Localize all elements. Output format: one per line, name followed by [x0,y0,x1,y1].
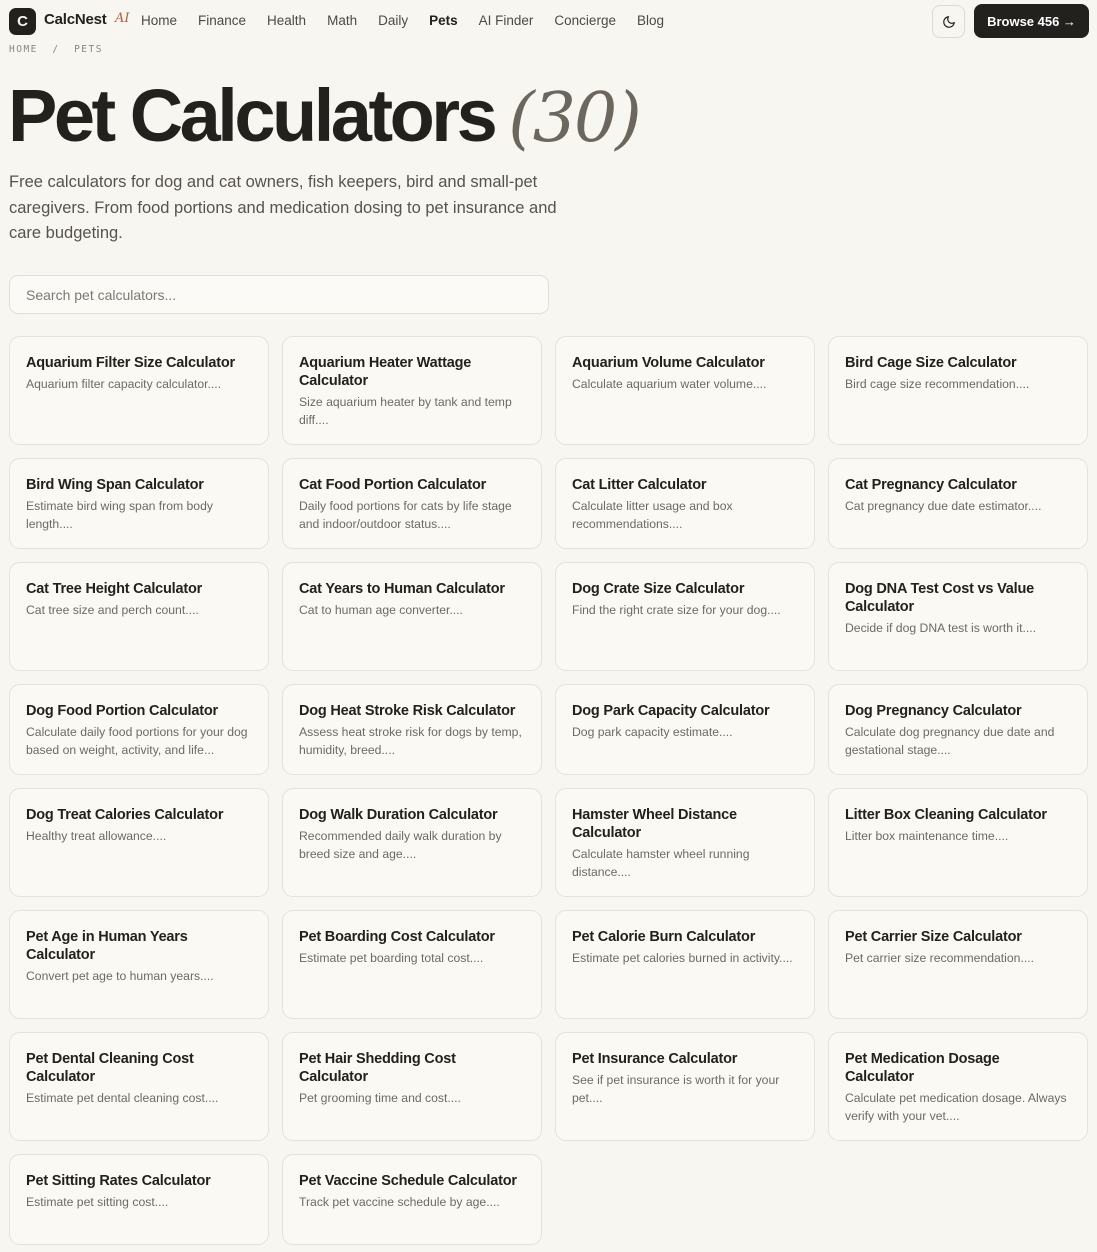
card-title: Cat Pregnancy Calculator [845,477,1017,493]
page-description: Free calculators for dog and cat owners, fish keepers, bird and small-pet caregivers. From food portions and medication dosing to pet insurance and care budgeting. [9,173,557,242]
breadcrumb-separator: / [52,44,60,55]
card-title: Dog Pregnancy Calculator [845,703,1022,719]
page-title [8,76,640,159]
card-title: Hamster Wheel Distance Calculator [572,807,737,841]
card-description: Estimate pet boarding total cost.... [299,951,484,965]
card-description: Cat tree size and perch count.... [26,603,199,617]
browse-all-button[interactable]: Browse 456 → [974,4,1089,38]
nav-link-finance[interactable]: Finance [198,13,247,28]
calculator-card[interactable] [282,336,542,445]
calculator-card[interactable] [9,684,269,775]
card-title: Dog DNA Test Cost vs Value Calculator [845,581,1034,615]
calculator-card[interactable] [282,910,542,1019]
calculator-card[interactable] [828,458,1088,549]
calculator-card[interactable] [555,562,815,671]
card-description: Healthy treat allowance.... [26,829,167,843]
nav-link-pets[interactable]: Pets [429,13,458,28]
top-nav [0,0,1097,42]
nav-link-daily[interactable]: Daily [378,13,409,28]
breadcrumb-current: PETS [74,44,103,55]
moon-icon [942,15,956,29]
card-title: Pet Dental Cleaning Cost Calculator [26,1051,194,1085]
card-description: Decide if dog DNA test is worth it.... [845,621,1037,635]
card-title: Pet Carrier Size Calculator [845,929,1022,945]
card-title: Aquarium Heater Wattage Calculator [299,355,472,389]
calculator-card[interactable] [828,1032,1088,1141]
card-description: Aquarium filter capacity calculator.... [26,377,222,391]
card-title: Litter Box Cleaning Calculator [845,807,1047,823]
nav-link-health[interactable]: Health [267,13,307,28]
card-title: Dog Treat Calories Calculator [26,807,224,823]
card-title: Cat Years to Human Calculator [299,581,505,597]
card-title: Pet Calorie Burn Calculator [572,929,756,945]
card-description: Pet grooming time and cost.... [299,1091,461,1105]
card-title: Pet Medication Dosage Calculator [845,1051,1000,1085]
calculator-card[interactable] [9,458,269,549]
calculator-card[interactable] [9,336,269,445]
logo-letter: C [17,13,28,30]
card-title: Cat Tree Height Calculator [26,581,203,597]
calculator-card[interactable] [282,684,542,775]
card-description: Size aquarium heater by tank and temp diff.... [299,395,512,427]
calculator-card[interactable] [555,910,815,1019]
card-description: Daily food portions for cats by life stage and indoor/outdoor status.... [299,499,512,531]
card-title: Pet Age in Human Years Calculator [26,929,188,963]
card-title: Pet Vaccine Schedule Calculator [299,1173,517,1189]
calculator-card[interactable] [9,910,269,1019]
calculator-card[interactable] [282,1032,542,1141]
card-title: Dog Food Portion Calculator [26,703,218,719]
card-description: Litter box maintenance time.... [845,829,1009,843]
card-description: See if pet insurance is worth it for your pet.... [572,1073,780,1105]
card-title: Bird Wing Span Calculator [26,477,204,493]
card-description: Calculate daily food portions for your dog based on weight, activity, and life... [26,725,248,757]
theme-toggle-button[interactable] [932,5,965,38]
card-description: Calculate hamster wheel running distance.... [572,847,750,879]
nav-link-ai-finder[interactable]: AI Finder [478,13,534,28]
card-title: Dog Walk Duration Calculator [299,807,498,823]
brand-ai-badge: AI [115,11,130,26]
calculator-card[interactable] [828,788,1088,897]
breadcrumb [9,44,103,55]
card-description: Calculate litter usage and box recommendations.... [572,499,733,531]
card-title: Aquarium Volume Calculator [572,355,765,371]
card-description: Estimate pet calories burned in activity.... [572,951,793,965]
card-description: Bird cage size recommendation.... [845,377,1030,391]
card-description: Estimate bird wing span from body length.... [26,499,213,531]
search-input[interactable] [9,275,549,314]
nav-link-math[interactable]: Math [327,13,358,28]
calculator-card[interactable] [555,336,815,445]
card-description: Cat pregnancy due date estimator.... [845,499,1042,513]
card-title: Pet Boarding Cost Calculator [299,929,495,945]
card-title: Dog Heat Stroke Risk Calculator [299,703,516,719]
calculator-card[interactable] [282,458,542,549]
calculator-card[interactable] [828,684,1088,775]
card-title: Cat Food Portion Calculator [299,477,487,493]
card-description: Estimate pet sitting cost.... [26,1195,169,1209]
card-title: Dog Crate Size Calculator [572,581,745,597]
card-title: Aquarium Filter Size Calculator [26,355,235,371]
card-description: Pet carrier size recommendation.... [845,951,1034,965]
calculator-card[interactable] [9,788,269,897]
card-description: Calculate pet medication dosage. Always verify with your vet.... [845,1091,1067,1123]
card-title: Dog Park Capacity Calculator [572,703,770,719]
card-description: Find the right crate size for your dog.... [572,603,781,617]
calculator-card[interactable] [828,562,1088,671]
page-title-text: Pet Calculators [8,74,495,157]
calculator-card[interactable] [9,1154,269,1245]
calculator-card[interactable] [828,910,1088,1019]
card-title: Cat Litter Calculator [572,477,707,493]
calculator-card[interactable] [9,1032,269,1141]
nav-link-blog[interactable]: Blog [636,13,664,28]
card-description: Calculate aquarium water volume.... [572,377,767,391]
breadcrumb-home[interactable]: HOME [9,44,38,55]
calculator-card[interactable] [282,1154,542,1245]
calculator-card[interactable] [555,788,815,897]
nav-link-concierge[interactable]: Concierge [554,13,616,28]
card-description: Dog park capacity estimate.... [572,725,733,739]
calculator-card[interactable] [555,684,815,775]
card-description: Calculate dog pregnancy due date and gestational stage.... [845,725,1055,757]
card-title: Pet Insurance Calculator [572,1051,738,1067]
card-title: Bird Cage Size Calculator [845,355,1017,371]
calculator-card[interactable] [282,788,542,897]
calculator-card[interactable] [9,562,269,671]
calculator-grid [9,336,1089,1245]
logo-icon[interactable] [9,8,36,35]
brand-name[interactable]: CalcNest [44,11,107,28]
calculator-card[interactable] [828,336,1088,445]
card-title: Pet Hair Shedding Cost Calculator [299,1051,456,1085]
nav-links [141,13,685,28]
card-description: Track pet vaccine schedule by age.... [299,1195,500,1209]
card-description: Cat to human age converter.... [299,603,463,617]
card-title: Pet Sitting Rates Calculator [26,1173,211,1189]
calculator-card[interactable] [282,562,542,671]
card-description: Assess heat stroke risk for dogs by temp, humidity, breed.... [299,725,522,757]
card-description: Convert pet age to human years.... [26,969,214,983]
calculator-count: (30) [508,79,640,158]
calculator-card[interactable] [555,1032,815,1141]
calculator-card[interactable] [555,458,815,549]
card-description: Estimate pet dental cleaning cost.... [26,1091,219,1105]
card-description: Recommended daily walk duration by breed size and age.... [299,829,502,861]
nav-link-home[interactable]: Home [141,13,178,28]
